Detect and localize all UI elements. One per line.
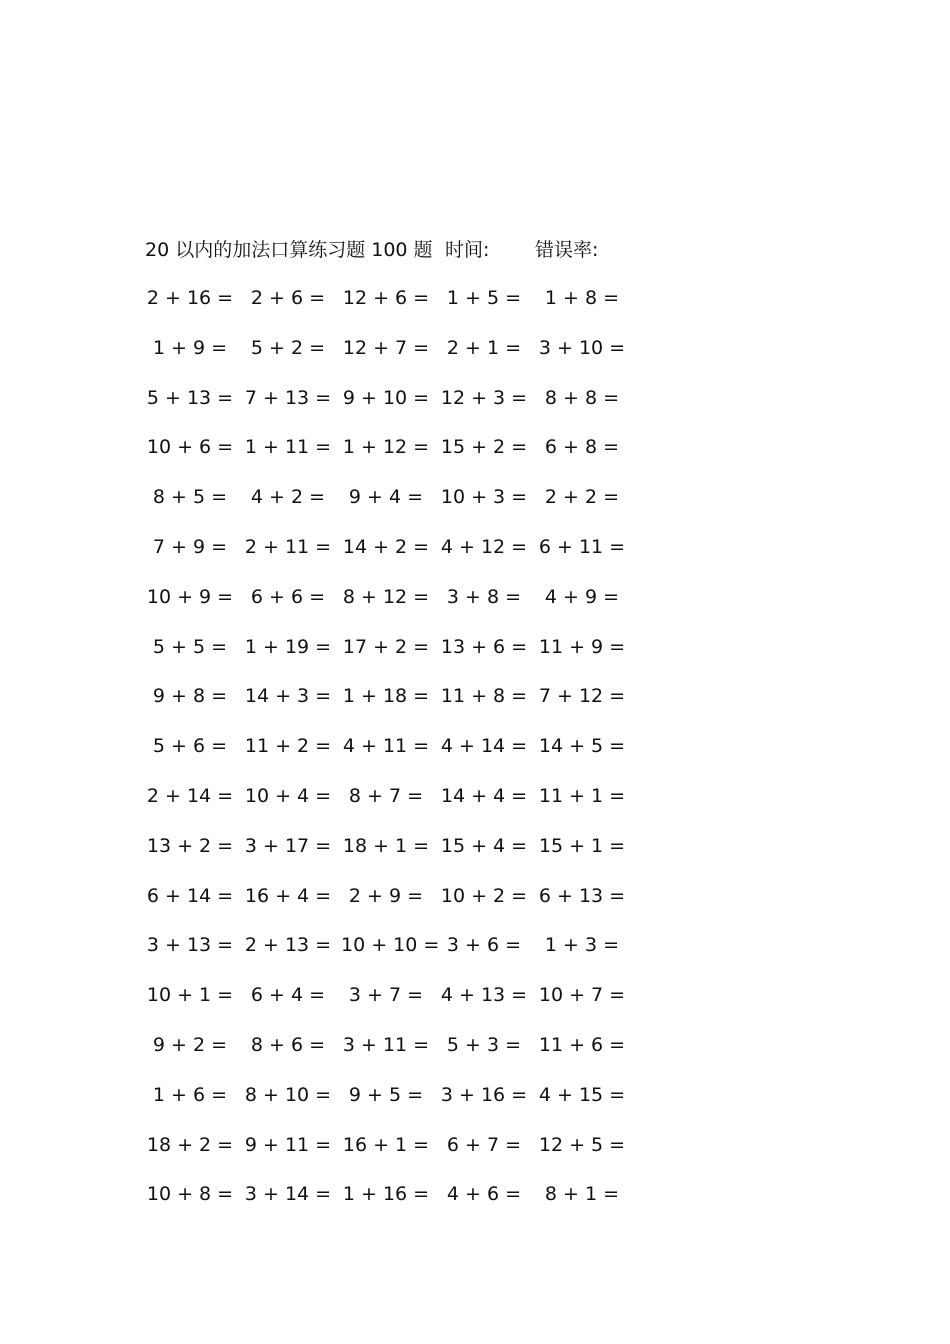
problem-item: 6 + 13 = — [538, 884, 626, 907]
problem-item: 2 + 13 = — [244, 934, 332, 957]
problem-item: 2 + 1 = — [446, 336, 522, 359]
problem-item: 1 + 5 = — [446, 287, 522, 309]
problem-item: 8 + 1 = — [544, 1183, 620, 1206]
problem-item: 4 + 6 = — [446, 1183, 522, 1206]
problem-item: 3 + 6 = — [446, 934, 522, 957]
problem-item: 10 + 3 = — [440, 486, 528, 509]
problem-row — [145, 979, 645, 1029]
problem-item: 13 + 2 = — [146, 834, 234, 857]
problem-item: 18 + 2 = — [146, 1133, 234, 1156]
problem-item: 5 + 2 = — [250, 336, 326, 359]
problem-item: 4 + 12 = — [440, 535, 528, 558]
problem-row — [145, 830, 645, 880]
problem-item: 1 + 6 = — [152, 1083, 228, 1106]
problem-item: 1 + 18 = — [342, 685, 430, 708]
problem-item: 5 + 3 = — [446, 1033, 522, 1056]
problem-item: 15 + 1 = — [538, 834, 626, 857]
problem-row — [145, 282, 645, 332]
problem-row — [145, 431, 645, 481]
problem-item: 1 + 12 = — [342, 436, 430, 459]
problem-item: 14 + 5 = — [538, 735, 626, 758]
problem-item: 3 + 10 = — [538, 336, 626, 359]
problem-item: 9 + 8 = — [152, 685, 228, 708]
problem-row — [145, 730, 645, 780]
problem-item: 18 + 1 = — [342, 834, 430, 857]
problem-item: 11 + 9 = — [538, 635, 626, 658]
problem-item: 1 + 11 = — [244, 436, 332, 459]
problem-item: 3 + 13 = — [146, 934, 234, 957]
problem-row — [145, 680, 645, 730]
problem-grid — [145, 282, 645, 1228]
problem-item: 3 + 14 = — [244, 1183, 332, 1206]
problem-item: 4 + 9 = — [544, 585, 620, 608]
problem-item: 7 + 9 = — [152, 535, 228, 558]
problem-item: 2 + 2 = — [544, 486, 620, 509]
problem-row — [145, 1029, 645, 1079]
problem-item: 14 + 4 = — [440, 784, 528, 807]
problem-item: 4 + 2 = — [250, 486, 326, 509]
problem-item: 6 + 4 = — [250, 984, 326, 1007]
problem-item: 8 + 7 = — [348, 784, 424, 807]
problem-item: 5 + 6 = — [152, 735, 228, 758]
problem-row — [145, 382, 645, 432]
problem-item: 2 + 16 = — [146, 287, 234, 309]
problem-row — [145, 880, 645, 930]
problem-row — [145, 1129, 645, 1179]
problem-item: 9 + 11 = — [244, 1133, 332, 1156]
problem-item: 6 + 8 = — [544, 436, 620, 459]
problem-item: 7 + 12 = — [538, 685, 626, 708]
problem-item: 8 + 6 = — [250, 1033, 326, 1056]
problem-item: 12 + 5 = — [538, 1133, 626, 1156]
problem-item: 2 + 11 = — [244, 535, 332, 558]
problem-item: 1 + 3 = — [544, 934, 620, 957]
problem-item: 9 + 5 = — [348, 1083, 424, 1106]
problem-item: 4 + 11 = — [342, 735, 430, 758]
problem-item: 3 + 11 = — [342, 1033, 430, 1056]
problem-item: 5 + 5 = — [152, 635, 228, 658]
problem-row — [145, 581, 645, 631]
problem-item: 11 + 8 = — [440, 685, 528, 708]
problem-item: 7 + 13 = — [244, 386, 332, 409]
problem-item: 10 + 6 = — [146, 436, 234, 459]
problem-item: 13 + 6 = — [440, 635, 528, 658]
problem-item: 8 + 12 = — [342, 585, 430, 608]
problem-item: 8 + 8 = — [544, 386, 620, 409]
problem-item: 1 + 16 = — [342, 1183, 430, 1206]
problem-item: 10 + 10 = — [341, 934, 440, 957]
problem-item: 4 + 13 = — [440, 984, 528, 1007]
problem-item: 14 + 3 = — [244, 685, 332, 708]
problem-item: 9 + 2 = — [152, 1033, 228, 1056]
problem-item: 10 + 1 = — [146, 984, 234, 1007]
problem-item: 1 + 8 = — [544, 287, 620, 309]
worksheet-header — [145, 234, 665, 266]
problem-item: 9 + 4 = — [348, 486, 424, 509]
problem-row — [145, 929, 645, 979]
problem-item: 12 + 7 = — [342, 336, 430, 359]
problem-item: 17 + 2 = — [342, 635, 430, 658]
problem-item: 6 + 14 = — [146, 884, 234, 907]
problem-item: 8 + 10 = — [244, 1083, 332, 1106]
problem-item: 11 + 2 = — [244, 735, 332, 758]
problem-item: 15 + 2 = — [440, 436, 528, 459]
problem-item: 6 + 6 = — [250, 585, 326, 608]
problem-item: 16 + 4 = — [244, 884, 332, 907]
problem-item: 1 + 9 = — [152, 336, 228, 359]
worksheet-title: 20 以内的加法口算练习题 100 题 — [145, 239, 433, 261]
problem-item: 6 + 11 = — [538, 535, 626, 558]
problem-item: 3 + 7 = — [348, 984, 424, 1007]
problem-item: 3 + 17 = — [244, 834, 332, 857]
problem-item: 10 + 8 = — [146, 1183, 234, 1206]
problem-item: 11 + 1 = — [538, 784, 626, 807]
problem-row — [145, 780, 645, 830]
problem-item: 3 + 16 = — [440, 1083, 528, 1106]
problem-item: 6 + 7 = — [446, 1133, 522, 1156]
problem-item: 2 + 9 = — [348, 884, 424, 907]
problem-item: 10 + 7 = — [538, 984, 626, 1007]
problem-item: 10 + 4 = — [244, 784, 332, 807]
problem-row — [145, 481, 645, 531]
problem-item: 9 + 10 = — [342, 386, 430, 409]
problem-item: 4 + 14 = — [440, 735, 528, 758]
problem-row — [145, 1079, 645, 1129]
problem-item: 2 + 6 = — [250, 287, 326, 309]
problem-row — [145, 332, 645, 382]
problem-item: 15 + 4 = — [440, 834, 528, 857]
problem-item: 12 + 6 = — [342, 287, 430, 309]
problem-item: 5 + 13 = — [146, 386, 234, 409]
problem-item: 8 + 5 = — [152, 486, 228, 509]
problem-row — [145, 631, 645, 681]
error-rate-label: 错误率: — [535, 239, 599, 261]
problem-row — [145, 531, 645, 581]
problem-item: 14 + 2 = — [342, 535, 430, 558]
problem-item: 3 + 8 = — [446, 585, 522, 608]
problem-item: 12 + 3 = — [440, 386, 528, 409]
problem-item: 1 + 19 = — [244, 635, 332, 658]
problem-item: 16 + 1 = — [342, 1133, 430, 1156]
problem-row — [145, 1178, 645, 1228]
problem-item: 10 + 2 = — [440, 884, 528, 907]
problem-item: 11 + 6 = — [538, 1033, 626, 1056]
problem-item: 2 + 14 = — [146, 784, 234, 807]
problem-item: 10 + 9 = — [146, 585, 234, 608]
time-label: 时间: — [445, 239, 490, 261]
problem-item: 4 + 15 = — [538, 1083, 626, 1106]
